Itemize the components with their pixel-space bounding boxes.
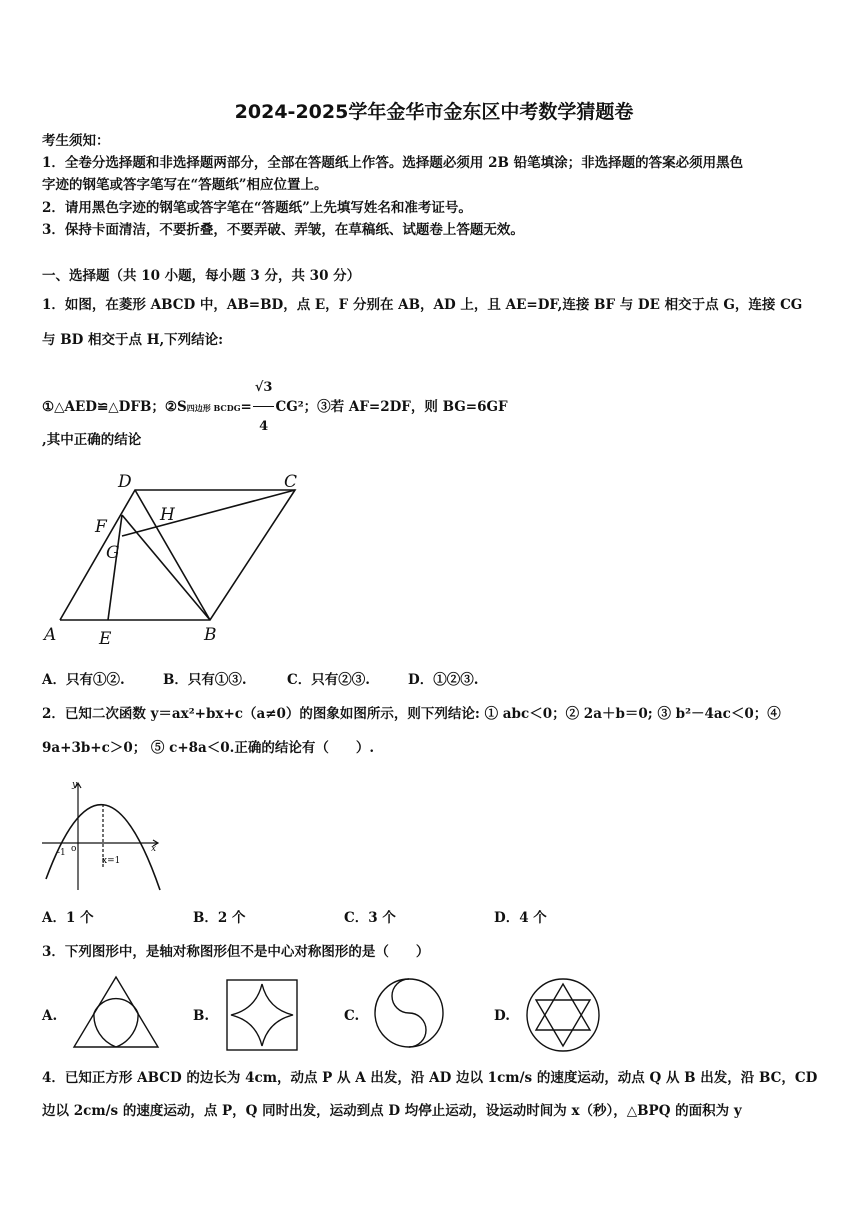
q2-parabola-graph xyxy=(40,775,170,895)
q1-option-b[interactable]: B．只有①③. xyxy=(163,672,247,688)
q2-option-b[interactable]: B．2 个 xyxy=(193,910,246,926)
page-title: 2024-2025学年金华市金东区中考数学猜题卷 xyxy=(234,101,634,123)
q3-hexagram-figure[interactable] xyxy=(524,976,602,1054)
q3-triangle-figure[interactable] xyxy=(72,975,160,1051)
q1-label-f: F xyxy=(95,517,107,537)
notice-item-1b: 字迹的钢笔或答字笔写在“答题纸”相应位置上。 xyxy=(42,177,328,193)
q3-yinyang-figure[interactable] xyxy=(372,976,446,1050)
q1-label-b: B xyxy=(204,625,217,645)
q3-option-a[interactable]: A. xyxy=(42,1008,58,1024)
q1-option-d[interactable]: D．①②③. xyxy=(408,672,479,688)
q3-option-d[interactable]: D. xyxy=(494,1008,510,1024)
q1-label-g: G xyxy=(106,543,120,563)
q1-label-h: H xyxy=(160,505,175,525)
q1-label-d: D xyxy=(118,472,132,492)
q2-option-c[interactable]: C．3 个 xyxy=(344,910,396,926)
q1-line4: ,其中正确的结论 xyxy=(42,432,142,448)
q1-option-c[interactable]: C．只有②③. xyxy=(287,672,370,688)
q1-label-c: C xyxy=(284,472,298,492)
q2-label-y: y xyxy=(72,780,78,790)
q2-option-a[interactable]: A．1 个 xyxy=(42,910,94,926)
section-heading: 一、选择题（共 10 小题，每小题 3 分，共 30 分） xyxy=(42,268,361,284)
q3-square-star-figure[interactable] xyxy=(225,978,299,1052)
q4-line1: 4．已知正方形 ABCD 的边长为 4cm，动点 P 从 A 出发，沿 AD 边以 1cm/s 的速度运动，动点 Q 从 B 出发，沿 BC，CD xyxy=(42,1070,818,1086)
q2-label-axis: x=1 xyxy=(102,856,121,866)
q1-label-e: E xyxy=(99,629,112,649)
q1-label-a: A xyxy=(44,625,57,645)
q3-option-c[interactable]: C. xyxy=(344,1008,360,1024)
q3-option-b[interactable]: B. xyxy=(193,1008,210,1024)
q3-line1: 3．下列图形中，是轴对称图形但不是中心对称图形的是（ ） xyxy=(42,944,430,960)
q2-label-origin: o xyxy=(71,844,77,854)
q1-rhombus-figure xyxy=(40,470,310,650)
q2-line2: 9a+3b+c＞0； ⑤ c+8a＜0.正确的结论有（ ）. xyxy=(42,740,375,756)
q2-label-minus1: -1 xyxy=(57,848,66,858)
q1-fraction xyxy=(253,370,275,445)
q1-concl-eq: = xyxy=(240,399,252,415)
q1-concl-a: ①△AED≌△DFB；②S xyxy=(42,399,187,415)
notice-item-3: 3．保持卡面清洁，不要折叠，不要弄破、弄皱，在草稿纸、试题卷上答题无效。 xyxy=(42,222,524,238)
q1-option-a[interactable]: A．只有①②. xyxy=(42,672,125,688)
q2-label-x: x xyxy=(151,844,157,854)
q1-line1: 1．如图，在菱形 ABCD 中，AB=BD，点 E，F 分别在 AB，AD 上，且 AE=DF,连接 BF 与 DE 相交于点 G，连接 CG xyxy=(42,297,803,313)
q2-option-d[interactable]: D．4 个 xyxy=(494,910,547,926)
notice-item-1a: 1．全卷分选择题和非选择题两部分，全部在答题纸上作答。选择题必须用 2B 铅笔填涂；非选择题的答案必须用黑色 xyxy=(42,155,744,171)
q2-line1: 2．已知二次函数 y＝ax²+bx+c（a≠0）的图象如图所示，则下列结论: ① abc＜0；② 2a＋b＝0; ③ b²－4ac＜0；④ xyxy=(42,706,781,722)
q1-frac-num: √3 xyxy=(253,370,275,407)
q1-line2: 与 BD 相交于点 H,下列结论: xyxy=(42,332,224,348)
q1-concl-sub: 四边形 BCDG xyxy=(186,403,241,413)
notice-item-2: 2．请用黑色字迹的钢笔或答字笔在“答题纸”上先填写姓名和准考证号。 xyxy=(42,200,472,216)
q4-line2: 边以 2cm/s 的速度运动，点 P，Q 同时出发，运动到点 D 均停止运动，设运动时间为 x（秒），△BPQ 的面积为 y xyxy=(42,1103,742,1119)
notice-heading: 考生须知： xyxy=(42,133,110,149)
q1-frac-den: 4 xyxy=(259,419,269,434)
q1-concl-b: CG²；③若 AF=2DF，则 BG=6GF xyxy=(275,399,508,415)
